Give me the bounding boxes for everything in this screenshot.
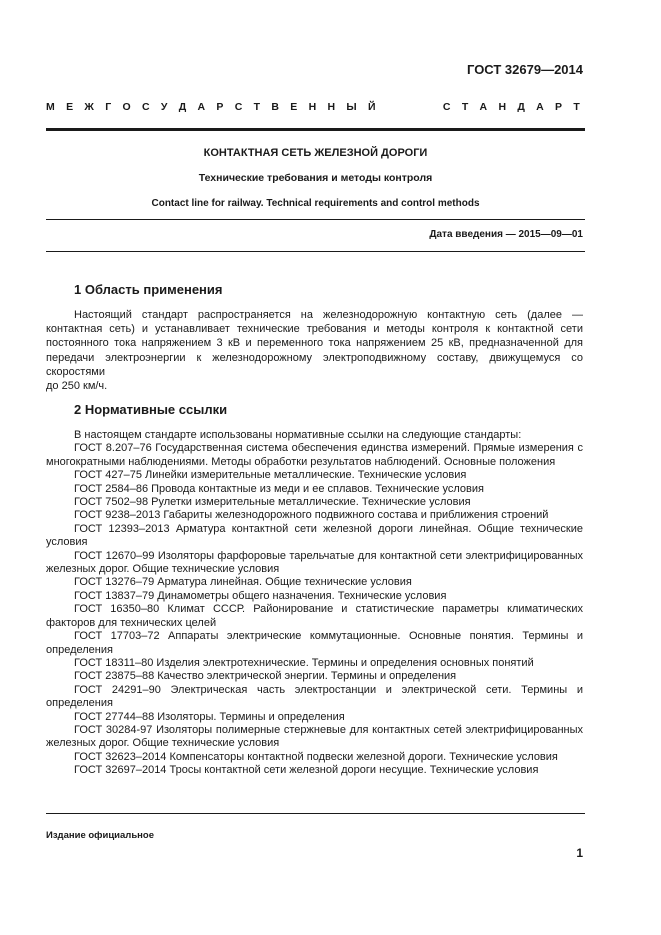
reference-item: ГОСТ 8.207–76 Государственная система обеспечения единства измерений. Прямые измерения с многократными наблюдениями. Методы обработки результатов наблюдений. Основные положения (46, 442, 583, 468)
effective-date: Дата введения — 2015—09—01 (429, 229, 583, 240)
reference-item: ГОСТ 2584–86 Провода контактные из меди и ее сплавов. Технические условия (74, 482, 484, 495)
reference-item: ГОСТ 13837–79 Динамометры общего назначения. Технические условия (74, 589, 447, 602)
title-rule (46, 219, 585, 220)
references-list (46, 442, 583, 777)
subtitle-russian: Технические требования и методы контроля (198, 172, 433, 184)
reference-item: ГОСТ 23875–88 Качество электрической энергии. Термины и определения (74, 670, 457, 683)
page-number: 1 (576, 846, 583, 860)
reference-item: ГОСТ 32623–2014 Компенсаторы контактной подвески железной дороги. Технические условия (74, 750, 558, 763)
reference-item: ГОСТ 32697–2014 Тросы контактной сети железной дороги несущие. Технические условия (74, 764, 539, 777)
reference-item: ГОСТ 12393–2013 Арматура контактной сети железной дороги линейная. Общие технические условия (46, 522, 583, 549)
official-edition-label: Издание официальное (46, 830, 154, 841)
reference-item: ГОСТ 30284-97 Изоляторы полимерные стержневые для контактных сетей электрифицированных железных дорог. Общие технические условия (46, 723, 583, 750)
document-code: ГОСТ 32679—2014 (467, 62, 583, 77)
title-english: Contact line for railway. Technical requirements and control methods (151, 198, 480, 209)
interstate-word: М Е Ж Г О С У Д А Р С Т В Е Н Н Ы Й (46, 101, 378, 113)
reference-item: ГОСТ 12670–99 Изоляторы фарфоровые тарельчатые для контактной сети электрифицированных железных дорог. Общие технические условия (46, 549, 583, 576)
reference-item: ГОСТ 13276–79 Арматура линейная. Общие технические условия (74, 576, 412, 589)
date-rule (46, 251, 585, 252)
section-1-heading: 1 Область применения (74, 282, 223, 297)
standard-word: С Т А Н Д А Р Т (442, 101, 582, 113)
section-2-body (46, 429, 583, 778)
reference-item: ГОСТ 27744–88 Изоляторы. Термины и определения (74, 710, 345, 723)
section-1-body (46, 308, 583, 393)
header-rule (46, 128, 585, 131)
reference-item: ГОСТ 427–75 Линейки измерительные металлические. Технические условия (74, 469, 467, 482)
reference-item: ГОСТ 24291–90 Электрическая часть электростанции и электрической сети. Термины и определения (46, 683, 583, 710)
footer-rule (46, 813, 585, 814)
reference-item: ГОСТ 16350–80 Климат СССР. Районирование и статистические параметры климатических факторов для технических целей (46, 603, 583, 629)
title-russian: КОНТАКТНАЯ СЕТЬ ЖЕЛЕЗНОЙ ДОРОГИ (203, 147, 428, 159)
reference-item: ГОСТ 9238–2013 Габариты железнодорожного подвижного состава и приближения строений (74, 509, 549, 522)
reference-item: ГОСТ 18311–80 Изделия электротехнические. Термины и определения основных понятий (74, 656, 534, 669)
reference-item: ГОСТ 17703–72 Аппараты электрические коммутационные. Основные понятия. Термины и определения (46, 630, 583, 656)
section-1-paragraph-tail: до 250 км/ч. (46, 380, 108, 393)
section-1-paragraph: Настоящий стандарт распространяется на железнодорожную контактную сеть (далее — контактная сеть) и устанавливает технические требования и методы контроля к контактной сети постоянного тока напряжением 3 кВ и переменного тока напряжением 25 кВ, предназначенной для передачи электроэнергии к железнодорожному электроподвижному составу, движущемуся со скоростями (46, 309, 583, 378)
section-2-heading: 2 Нормативные ссылки (74, 402, 228, 417)
interstate-standard-banner (46, 101, 582, 113)
reference-item: ГОСТ 7502–98 Рулетки измерительные металлические. Технические условия (74, 496, 471, 509)
references-intro: В настоящем стандарте использованы нормативные ссылки на следующие стандарты: (74, 429, 522, 441)
